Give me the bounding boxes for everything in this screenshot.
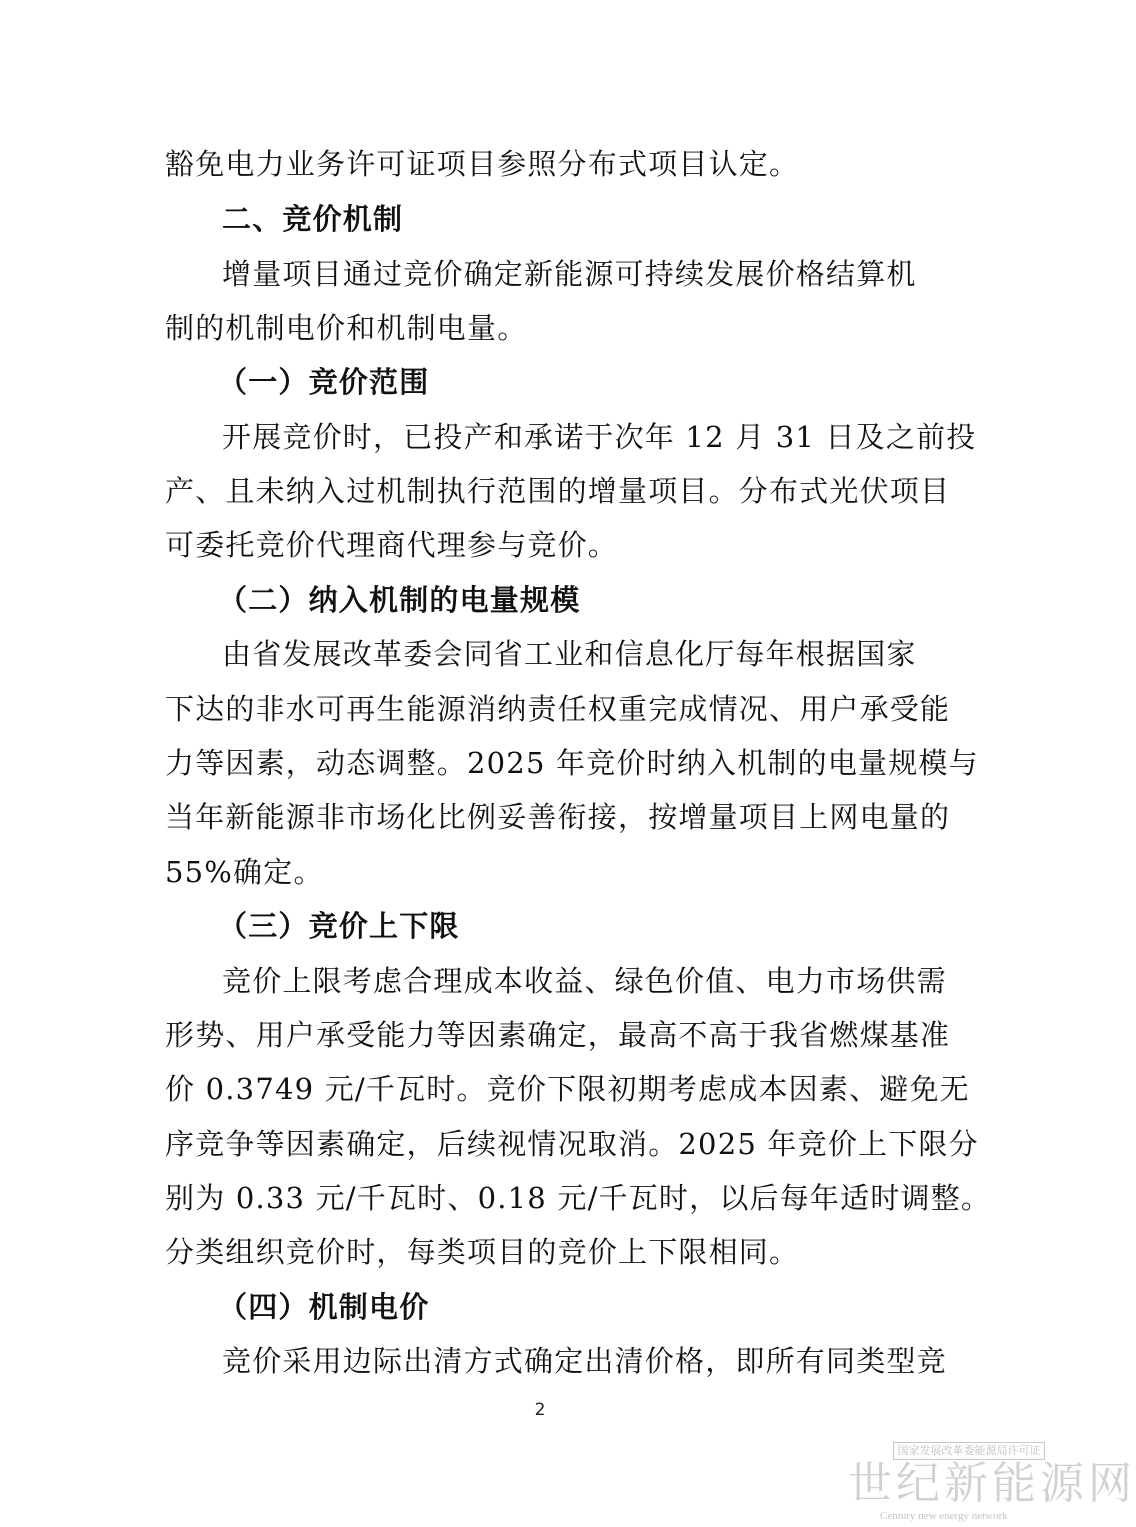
body-text-line: 序竞争等因素确定，后续视情况取消。2025 年竞价上下限分 xyxy=(165,1127,979,1161)
body-text-line: 由省发展改革委会同省工业和信息化厅每年根据国家 xyxy=(222,637,917,671)
body-text-line: 当年新能源非市场化比例妥善衔接，按增量项目上网电量的 xyxy=(165,800,951,834)
body-text-line: 分类组织竞价时，每类项目的竞价上下限相同。 xyxy=(165,1235,800,1269)
body-text-line: 增量项目通过竞价确定新能源可持续发展价格结算机 xyxy=(222,257,917,291)
subsection-heading: （四）机制电价 xyxy=(218,1290,430,1324)
subsection-heading: （一）竞价范围 xyxy=(218,365,430,399)
body-text-line: 形势、用户承受能力等因素确定，最高不高于我省燃煤基准 xyxy=(165,1018,951,1052)
page-number: 2 xyxy=(534,1400,546,1420)
subsection-heading: （三）竞价上下限 xyxy=(218,909,460,943)
watermark-logo-text: 世纪新能源网 xyxy=(848,1458,1136,1509)
section-heading: 二、竞价机制 xyxy=(222,202,404,236)
watermark-caption: 国家发展改革委能源局许可证 xyxy=(893,1442,1045,1460)
body-text-line: 竞价上限考虑合理成本收益、绿色价值、电力市场供需 xyxy=(222,964,947,998)
body-text-line: 力等因素，动态调整。2025 年竞价时纳入机制的电量规模与 xyxy=(165,746,979,780)
body-text-line: 可委托竞价代理商代理参与竞价。 xyxy=(165,528,619,562)
body-text-line: 制的机制电价和机制电量。 xyxy=(165,311,528,345)
body-text-line: 豁免电力业务许可证项目参照分布式项目认定。 xyxy=(165,147,800,181)
body-text-line: 竞价采用边际出清方式确定出清价格，即所有同类型竞 xyxy=(222,1344,947,1378)
body-text-line: 产、且未纳入过机制执行范围的增量项目。分布式光伏项目 xyxy=(165,474,951,508)
body-text-line: 55%确定。 xyxy=(165,855,324,889)
body-text-line: 下达的非水可再生能源消纳责任权重完成情况、用户承受能 xyxy=(165,692,951,726)
subsection-heading: （二）纳入机制的电量规模 xyxy=(218,583,581,617)
body-text-line: 别为 0.33 元/千瓦时、0.18 元/千瓦时，以后每年适时调整。 xyxy=(165,1181,992,1215)
body-text-line: 价 0.3749 元/千瓦时。竞价下限初期考虑成本因素、避免无 xyxy=(165,1072,970,1106)
body-text-line: 开展竞价时，已投产和承诺于次年 12 月 31 日及之前投 xyxy=(222,420,977,454)
watermark-english-text: Century new energy network xyxy=(880,1510,1008,1522)
